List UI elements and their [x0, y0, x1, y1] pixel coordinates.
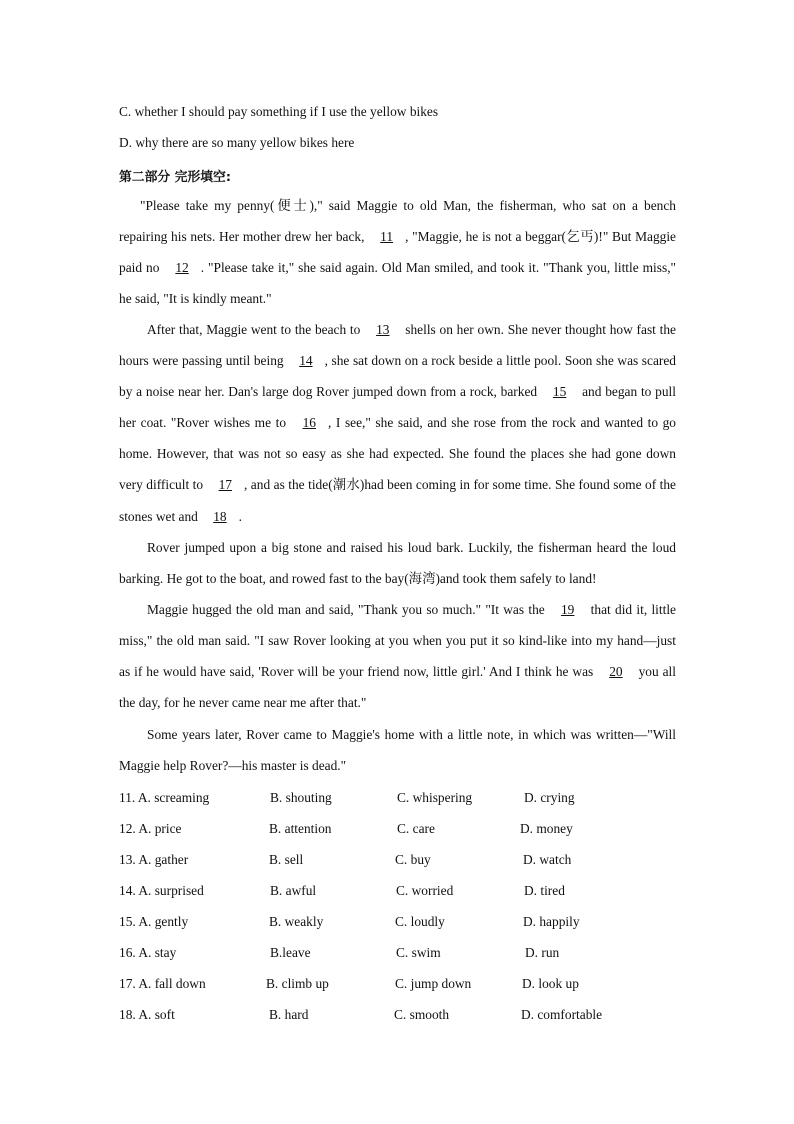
option-c: C. worried [396, 883, 454, 898]
option-c: C. jump down [395, 976, 472, 991]
option-c: C. smooth [394, 1007, 450, 1022]
blank-18: 18 [213, 508, 227, 524]
option-b: B. weakly [269, 914, 324, 929]
option-a: 18. A. soft [119, 1007, 175, 1022]
blank-20: 20 [609, 664, 623, 680]
blank-12: 12 [175, 260, 189, 276]
option-d: D. comfortable [521, 1007, 603, 1022]
option-a: 13. A. gather [119, 852, 189, 867]
option-c: C. care [397, 821, 435, 836]
option-b: B. awful [270, 883, 317, 898]
option-d: D. crying [524, 790, 575, 805]
blank-11: 11 [380, 229, 394, 245]
option-d: D. happily [523, 914, 580, 929]
blank-19: 19 [560, 602, 575, 617]
option-a: 14. A. surprised [119, 883, 204, 898]
blank-14: 14 [299, 353, 313, 369]
option-a: 15. A. gently [119, 914, 189, 929]
option-c: C. buy [395, 852, 431, 867]
option-c: C. swim [396, 945, 441, 960]
previous-option-c: C. whether I should pay something if I use the yellow bikes [119, 104, 439, 119]
option-b: B. climb up [266, 976, 329, 991]
paragraph-1: "Please take my penny(便士)," said Maggie to old Man, the fisherman, who sat on a bench repairing his nets. Her mother drew her back, 11 , "Maggie, he is not a beggar(乞丐)!" But Maggie paid no 12 . "Please take it," she said again. Old Man smiled, and took it. "Thank you, little miss," he said, "It is kindly meant." [119, 198, 677, 307]
blank-13: 13 [376, 322, 390, 337]
option-a: 12. A. price [119, 821, 182, 836]
question-17 [119, 976, 676, 996]
option-b: B. sell [269, 852, 304, 867]
option-a: 16. A. stay [119, 945, 177, 960]
option-c: C. whispering [397, 790, 473, 805]
option-b: B.leave [270, 945, 311, 960]
blank-17: 17 [218, 477, 232, 493]
option-d: D. watch [523, 852, 572, 867]
section-title: 第二部分 完形填空: [119, 170, 231, 185]
question-18 [119, 1007, 676, 1027]
option-b: B. attention [269, 821, 332, 836]
paragraph-5: Some years later, Rover came to Maggie's home with a little note, in which was written—"Will Maggie help Rover?—his master is dead." [119, 727, 676, 774]
paragraph-3: Rover jumped upon a big stone and raised his loud bark. Luckily, the fisherman heard the loud barking. He got to the boat, and rowed fast to the bay(海湾)and took them safely to land! [119, 540, 676, 587]
paragraph-4: Maggie hugged the old man and said, "Thank you so much." "It was the 19 that did it, little miss," the old man said. "I saw Rover looking at you when you put it so kind-like into my hand—just as if he would have said, 'Rover will be your friend now, little girl.' And I think he was 20 you all the day, for he never came near me after that." [119, 602, 676, 711]
question-15 [119, 914, 676, 934]
option-b: B. hard [269, 1007, 309, 1022]
question-11 [119, 790, 676, 810]
option-b: B. shouting [270, 790, 332, 805]
option-d: D. tired [524, 883, 565, 898]
option-d: D. look up [522, 976, 579, 991]
option-a: 11. A. screaming [119, 790, 210, 805]
question-12 [119, 821, 676, 841]
question-14 [119, 883, 676, 903]
option-c: C. loudly [395, 914, 445, 929]
option-a: 17. A. fall down [119, 976, 206, 991]
blank-16: 16 [302, 415, 316, 431]
paragraph-2: After that, Maggie went to the beach to 13 shells on her own. She never thought how fast the hours were passing until being 14 , she sat down on a rock beside a little pool. Soon she was scared by a noise near her. Dan's large dog Rover jumped down from a rock, barked 15 and began to pull her coat. "Rover wishes me to 16 , I see," she said, and she rose from the rock and wanted to go home. However, that was not so easy as she had expected. She found the places she had gone down very difficult to 17 , and as the tide(潮水)had been coming in for some time. She found some of the stones wet and 18 . [119, 322, 677, 524]
question-13 [119, 852, 676, 872]
option-d: D. run [525, 945, 560, 960]
blank-15: 15 [552, 384, 567, 400]
previous-option-d: D. why there are so many yellow bikes here [119, 135, 355, 150]
option-d: D. money [520, 821, 573, 836]
question-16 [119, 945, 676, 965]
